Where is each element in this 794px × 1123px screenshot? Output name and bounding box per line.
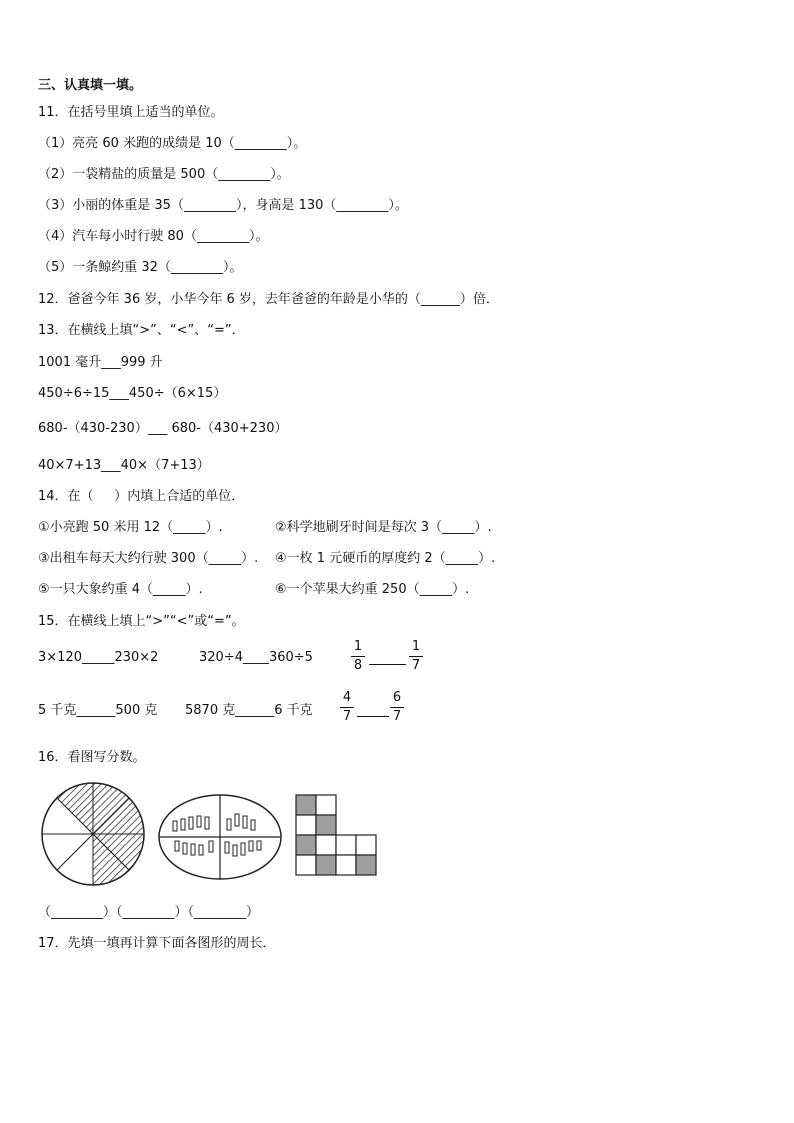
q17-text: 17．先填一填再计算下面各图形的周长． <box>38 936 276 951</box>
q16-grid-figure <box>295 794 377 876</box>
q15-row2-a: 5 千克______500 克 <box>38 703 158 718</box>
q15-fraction-1-right: 1 7 <box>409 639 423 674</box>
q13-item-1: 1001 毫升___999 升 <box>38 355 163 370</box>
q16-answer-blanks: （________）（________）（________） <box>38 905 260 920</box>
q11-item-3: （3）小丽的体重是 35（________），身高是 130（________）。 <box>38 198 408 213</box>
q11-item-1: （1）亮亮 60 米跑的成绩是 10（________）。 <box>38 136 307 151</box>
q14-item-2: ②科学地刷牙时间是每次 3（_____）. <box>275 520 492 535</box>
q11-stem: 11．在括号里填上适当的单位。 <box>38 105 224 120</box>
q13-stem: 13．在横线上填“>”、“<”、“=”． <box>38 323 245 338</box>
q13-item-2: 450÷6÷15___450÷（6×15） <box>38 386 227 401</box>
q15-row1-b: 320÷4____360÷5 <box>199 650 313 665</box>
q14-item-1: ①小亮跑 50 米用 12（_____）. <box>38 520 223 535</box>
q16-oval-figure <box>157 792 283 882</box>
q15-fraction-2-right: 6 7 <box>390 690 404 725</box>
q15-fraction-2-left: 4 7 <box>340 690 354 725</box>
q14-item-4: ④一枚 1 元硬币的厚度约 2（_____）. <box>275 551 496 566</box>
q15-row1-a: 3×120_____230×2 <box>38 650 159 665</box>
q13-item-3: 680-（430-230）___ 680-（430+230） <box>38 421 288 436</box>
q14-item-3: ③出租车每天大约行驶 300（_____）. <box>38 551 259 566</box>
q15-fraction-1-left: 1 8 <box>351 639 365 674</box>
q12-text: 12．爸爸今年 36 岁，小华今年 6 岁，去年爸爸的年龄是小华的（______）倍． <box>38 292 499 307</box>
section-title: 三、认真填一填。 <box>38 78 143 93</box>
q15-fraction-1-blank <box>369 664 406 665</box>
q11-item-4: （4）汽车每小时行驶 80（________）。 <box>38 229 269 244</box>
q16-stem: 16．看图写分数。 <box>38 750 146 765</box>
q11-item-5: （5）一条鲸约重 32（________）。 <box>38 260 243 275</box>
q15-row2-b: 5870 克______6 千克 <box>185 703 313 718</box>
q15-stem: 15．在横线上填上“>”“<”或“=”。 <box>38 614 245 629</box>
q14-stem: 14．在（ ）内填上合适的单位． <box>38 489 245 504</box>
q16-circle-figure <box>38 780 148 890</box>
q14-item-6: ⑥一个苹果大约重 250（_____）. <box>275 582 470 597</box>
q11-item-2: （2）一袋精盐的质量是 500（________）。 <box>38 167 290 182</box>
q15-fraction-2-blank <box>357 716 389 717</box>
q14-item-5: ⑤一只大象约重 4（_____）. <box>38 582 203 597</box>
q13-item-4: 40×7+13___40×（7+13） <box>38 458 210 473</box>
